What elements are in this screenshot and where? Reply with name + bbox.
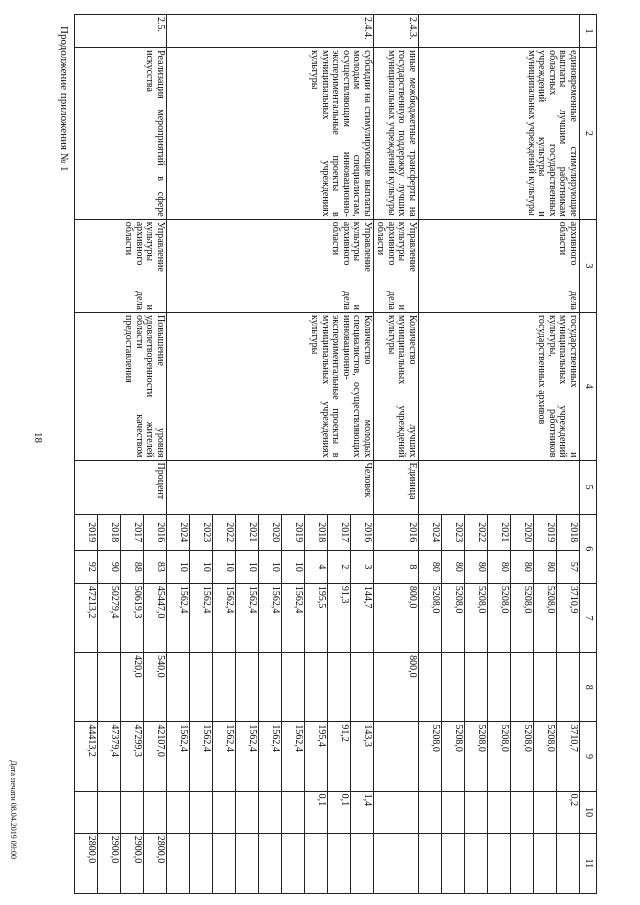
indicator-cell: государственных и муниципальных учреждений культуры, работников государственных архивов [419, 313, 580, 461]
total-cell: 50619,3 [121, 583, 144, 652]
local-cell [167, 791, 190, 833]
value-cell: 90 [98, 550, 121, 583]
value-cell: 10 [213, 550, 236, 583]
col-header: 2 [580, 48, 597, 220]
col-header: 8 [580, 653, 597, 722]
other-cell [351, 833, 374, 893]
row-number-cell: 2.4.3. [374, 15, 419, 48]
value-cell: 2 [328, 550, 351, 583]
year-cell: 2020 [259, 514, 282, 550]
local-cell: 0,1 [328, 791, 351, 833]
year-cell: 2018 [557, 514, 580, 550]
col-header: 11 [580, 833, 597, 893]
col-header: 7 [580, 583, 597, 652]
regional-cell: 47379,4 [98, 722, 121, 791]
local-cell [465, 791, 488, 833]
other-cell [236, 833, 259, 893]
year-cell: 2018 [305, 514, 328, 550]
local-cell [282, 791, 305, 833]
year-cell: 2017 [121, 514, 144, 550]
regional-cell: 42107,0 [144, 722, 167, 791]
value-cell: 3 [351, 550, 374, 583]
executor-cell: Управление культуры и архивного дела области [374, 219, 419, 312]
local-cell [236, 791, 259, 833]
value-cell: 57 [557, 550, 580, 583]
regional-cell: 143,3 [351, 722, 374, 791]
col-header: 6 [580, 514, 597, 583]
federal-cell [511, 653, 534, 722]
table-row [144, 15, 167, 894]
local-cell: 0,2 [557, 791, 580, 833]
other-cell [328, 833, 351, 893]
indicator-cell: Количество лучших муниципальных учреждений культуры [374, 313, 419, 461]
col-header: 10 [580, 791, 597, 833]
total-cell: 800,0 [374, 583, 419, 652]
federal-cell [351, 653, 374, 722]
total-cell: 144,7 [351, 583, 374, 652]
executor-cell: Управление культуры и архивного дела области [75, 219, 167, 312]
col-header: 1 [580, 15, 597, 48]
col-header: 3 [580, 219, 597, 312]
other-cell [442, 833, 465, 893]
regional-cell: 195,4 [305, 722, 328, 791]
table-row [374, 15, 419, 894]
year-cell: 2023 [190, 514, 213, 550]
year-cell: 2022 [465, 514, 488, 550]
value-cell: 10 [190, 550, 213, 583]
year-cell: 2016 [144, 514, 167, 550]
other-cell [511, 833, 534, 893]
total-cell: 1562,4 [167, 583, 190, 652]
year-cell: 2018 [98, 514, 121, 550]
federal-cell [465, 653, 488, 722]
value-cell: 80 [465, 550, 488, 583]
other-cell [374, 833, 419, 893]
year-cell: 2021 [236, 514, 259, 550]
year-cell: 2024 [419, 514, 442, 550]
activity-name-cell: субсидии на стимулирующие выплаты молодым специалистам, осуществляющим инновационно-экспериментальные проекты в муниципальных учреждениях культуры [167, 48, 374, 220]
federal-cell [557, 653, 580, 722]
local-cell [190, 791, 213, 833]
regional-cell [374, 722, 419, 791]
print-date: Дата печати 08.04.2019 09:00 [9, 760, 18, 859]
value-cell: 80 [534, 550, 557, 583]
regional-cell: 1562,4 [167, 722, 190, 791]
regional-cell: 5208,0 [488, 722, 511, 791]
activity-name-cell: Реализация мероприятий в сфере искусства [75, 48, 167, 220]
activity-name-cell: единовременные стимулирующие выплаты лучшим работникам областных государственных учреждений культуры и муниципальных учреждений культуры [419, 48, 580, 220]
regional-cell: 1562,4 [259, 722, 282, 791]
regional-cell: 5208,0 [511, 722, 534, 791]
other-cell [534, 833, 557, 893]
table-sheet [86, 14, 597, 894]
other-cell [190, 833, 213, 893]
year-cell: 2016 [374, 514, 419, 550]
federal-cell [328, 653, 351, 722]
regional-cell: 1562,4 [236, 722, 259, 791]
activity-name-cell: иные межбюджетные трансферты на государственную поддержку лучших муниципальных учреждений культуры [374, 48, 419, 220]
federal-cell [236, 653, 259, 722]
federal-cell [259, 653, 282, 722]
table-row [557, 15, 580, 894]
local-cell [98, 791, 121, 833]
executor-cell: архивного дела области [419, 219, 580, 312]
other-cell [305, 833, 328, 893]
local-cell [442, 791, 465, 833]
regional-cell: 91,2 [328, 722, 351, 791]
regional-cell: 47299,3 [121, 722, 144, 791]
total-cell: 5208,0 [465, 583, 488, 652]
other-cell: 2800,0 [75, 833, 98, 893]
indicator-cell: Повышение уровня удовлетворенности жителей области качеством предоставления [75, 313, 167, 461]
row-number-cell: 2.5. [75, 15, 167, 48]
other-cell: 2800,0 [144, 833, 167, 893]
regional-cell: 5208,0 [534, 722, 557, 791]
total-cell: 50279,4 [98, 583, 121, 652]
total-cell: 5208,0 [511, 583, 534, 652]
federal-cell [282, 653, 305, 722]
page-number: 18 [32, 432, 44, 443]
year-cell: 2019 [534, 514, 557, 550]
regional-cell: 3710,7 [557, 722, 580, 791]
header-row [580, 15, 597, 894]
total-cell: 1562,4 [282, 583, 305, 652]
year-cell: 2019 [282, 514, 305, 550]
value-cell: 88 [121, 550, 144, 583]
indicator-cell: Количество молодых специалистов, осуществляющих инновационно-экспериментальные проекты в муниципальных учреждениях культуры [167, 313, 374, 461]
value-cell: 80 [419, 550, 442, 583]
year-cell: 2020 [511, 514, 534, 550]
year-cell: 2021 [488, 514, 511, 550]
federal-cell: 540,0 [144, 653, 167, 722]
other-cell [488, 833, 511, 893]
total-cell: 3710,9 [557, 583, 580, 652]
local-cell [121, 791, 144, 833]
table-row [351, 15, 374, 894]
col-header: 4 [580, 313, 597, 461]
local-cell [511, 791, 534, 833]
federal-cell [534, 653, 557, 722]
other-cell: 2900,0 [121, 833, 144, 893]
federal-cell [213, 653, 236, 722]
federal-cell [442, 653, 465, 722]
value-cell: 80 [511, 550, 534, 583]
program-table [74, 14, 597, 894]
value-cell: 10 [259, 550, 282, 583]
value-cell: 80 [442, 550, 465, 583]
federal-cell: 800,0 [374, 653, 419, 722]
local-cell: 0,1 [305, 791, 328, 833]
total-cell: 91,3 [328, 583, 351, 652]
year-cell: 2023 [442, 514, 465, 550]
appendix-title: Продолжение приложения № 1 [58, 26, 70, 172]
value-cell: 83 [144, 550, 167, 583]
value-cell: 4 [305, 550, 328, 583]
local-cell [259, 791, 282, 833]
total-cell: 1562,4 [213, 583, 236, 652]
local-cell [534, 791, 557, 833]
federal-cell [75, 653, 98, 722]
year-cell: 2016 [351, 514, 374, 550]
year-cell: 2019 [75, 514, 98, 550]
total-cell: 5208,0 [419, 583, 442, 652]
federal-cell [98, 653, 121, 722]
value-cell: 92 [75, 550, 98, 583]
total-cell: 1562,4 [236, 583, 259, 652]
local-cell [75, 791, 98, 833]
value-cell: 10 [282, 550, 305, 583]
regional-cell: 5208,0 [442, 722, 465, 791]
total-cell: 5208,0 [488, 583, 511, 652]
federal-cell [190, 653, 213, 722]
other-cell [419, 833, 442, 893]
federal-cell [305, 653, 328, 722]
other-cell [167, 833, 190, 893]
local-cell [144, 791, 167, 833]
total-cell: 5208,0 [442, 583, 465, 652]
col-header: 5 [580, 460, 597, 514]
year-cell: 2022 [213, 514, 236, 550]
regional-cell: 1562,4 [213, 722, 236, 791]
regional-cell: 5208,0 [465, 722, 488, 791]
other-cell [465, 833, 488, 893]
other-cell [557, 833, 580, 893]
executor-cell: Управление культуры и архивного дела области [167, 219, 374, 312]
regional-cell: 5208,0 [419, 722, 442, 791]
regional-cell: 1562,4 [282, 722, 305, 791]
value-cell: 8 [374, 550, 419, 583]
row-number-cell: 2.4.4. [167, 15, 374, 48]
federal-cell [167, 653, 190, 722]
local-cell: 1,4 [351, 791, 374, 833]
unit-cell: Процент [75, 460, 167, 514]
unit-cell: Единица [374, 460, 419, 514]
value-cell: 80 [488, 550, 511, 583]
total-cell: 45447,0 [144, 583, 167, 652]
local-cell [213, 791, 236, 833]
value-cell: 10 [167, 550, 190, 583]
total-cell: 5208,0 [534, 583, 557, 652]
unit-cell [419, 460, 580, 514]
federal-cell [419, 653, 442, 722]
value-cell: 10 [236, 550, 259, 583]
year-cell: 2017 [328, 514, 351, 550]
federal-cell: 420,0 [121, 653, 144, 722]
regional-cell: 1562,4 [190, 722, 213, 791]
other-cell [213, 833, 236, 893]
regional-cell: 44413,2 [75, 722, 98, 791]
other-cell [259, 833, 282, 893]
other-cell: 2900,0 [98, 833, 121, 893]
total-cell: 1562,4 [190, 583, 213, 652]
local-cell [488, 791, 511, 833]
year-cell: 2024 [167, 514, 190, 550]
local-cell [419, 791, 442, 833]
unit-cell: Человек [167, 460, 374, 514]
local-cell [374, 791, 419, 833]
total-cell: 1562,4 [259, 583, 282, 652]
total-cell: 195,5 [305, 583, 328, 652]
other-cell [282, 833, 305, 893]
row-number-cell [419, 15, 580, 48]
col-header: 9 [580, 722, 597, 791]
total-cell: 47213,2 [75, 583, 98, 652]
federal-cell [488, 653, 511, 722]
